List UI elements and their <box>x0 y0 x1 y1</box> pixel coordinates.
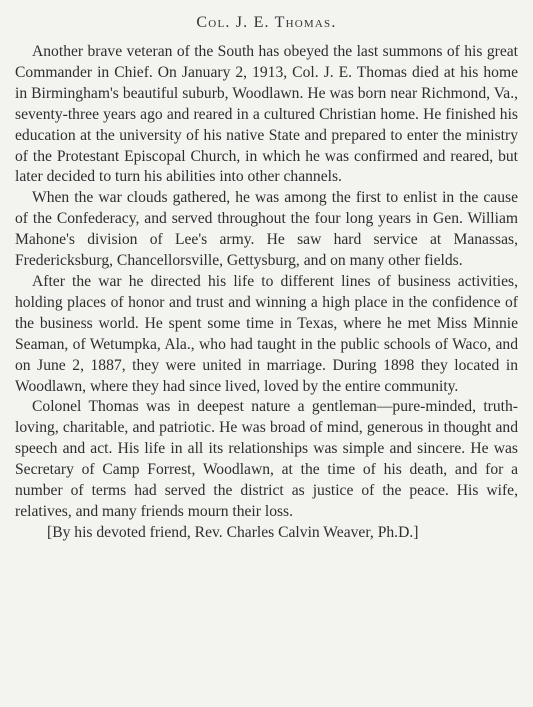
paragraph-business-life: After the war he directed his life to different lines of business activities, holding places of honor and trust and winning a high place in the confidence of the business world. He spent some time in Texas, where he met Miss Minnie Seaman, of Wetumpka, Ala., who had taught in the public schools of Waco, and on June 2, 1887, they were united in marriage. During 1898 they located in Woodlawn, where they had since lived, loved by the entire community. <box>15 272 518 395</box>
paragraph-war-service: When the war clouds gathered, he was among the first to enlist in the cause of the Confederacy, and served throughout the four long years in Gen. William Mahone's division of Lee's army. He saw hard service at Manassas, Fredericksburg, Chancellorsville, Gettysburg, and on many other fields. <box>15 189 518 270</box>
article-title: Col. J. E. Thomas. <box>196 14 337 31</box>
author-signoff: [By his devoted friend, Rev. Charles Calvin Weaver, Ph.D.] <box>47 523 419 541</box>
article <box>15 12 518 544</box>
paragraph-character: Colonel Thomas was in deepest nature a gentleman—pure-minded, truth-loving, charitable, and patriotic. He was broad of mind, generous in thought and speech and act. His life in all its relationships was simple and sincere. He was Secretary of Camp Forrest, Woodlawn, at the time of his death, and for a number of terms had served the district as justice of the peace. His wife, relatives, and many friends mourn their loss. <box>15 398 518 520</box>
paragraph-obituary-intro: Another brave veteran of the South has obeyed the last summons of his great Commander in Chief. On January 2, 1913, Col. J. E. Thomas died at his home in Birmingham's beautiful suburb, Woodlawn. He was born near Richmond, Va., seventy-three years ago and reared in a cultured Christian home. He finished his education at the university of his native State and prepared to enter the ministry of the Protestant Episcopal Church, in which he was confirmed and reared, but later decided to turn his abilities into other channels. <box>15 43 518 186</box>
